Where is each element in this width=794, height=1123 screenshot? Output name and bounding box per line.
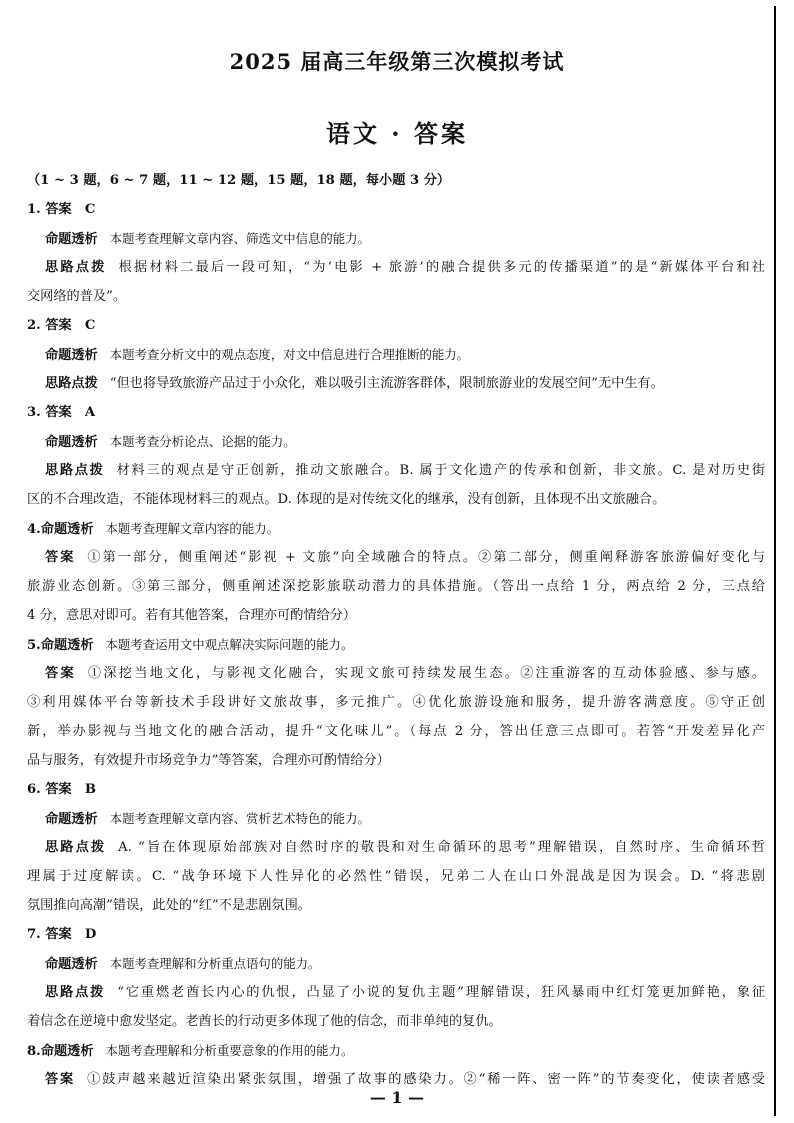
label: 命题透析 xyxy=(45,435,98,450)
text: 根据材料二最后一段可知，“为‘电影 + 旅游’的融合提供多元的传播渠道”的是“新媒体平台和社 xyxy=(118,260,765,275)
label: 答案 xyxy=(45,1072,76,1087)
text: 本题考查分析文中的观点态度，对文中信息进行合理推断的能力。 xyxy=(109,347,470,362)
q1-hint-line-2: 交网络的普及”。 xyxy=(27,289,127,304)
label: 命题透析 xyxy=(45,812,98,827)
q7-analysis xyxy=(27,949,765,978)
q7-hint-line-2: 着信念在逆境中愈发坚定。老酋长的行动更多体现了他的信念，而非单纯的复仇。 xyxy=(27,1014,502,1029)
label: 思路点拨 xyxy=(45,840,107,855)
exam-title: 2025 届高三年级第三次模拟考试 xyxy=(229,49,565,74)
label: 思路点拨 xyxy=(45,985,106,1000)
q6-hint-line-3: 氛围推向高潮”错误，此处的“红”不是悲剧氛围。 xyxy=(27,898,311,913)
text: 本题考查理解文章内容、赏析艺术特色的能力。 xyxy=(109,811,370,826)
q2-analysis xyxy=(27,340,765,369)
text: 本题考查理解文章内容、筛选文中信息的能力。 xyxy=(109,231,370,246)
label: 命题透析 xyxy=(40,1044,94,1059)
q4-answer-line-2: 旅游业态创新。③第三部分，侧重阐述深挖影旅联动潜力的具体措施。（答出一点给 1 分，两点给 2 分，三点给 xyxy=(27,579,765,594)
answer-subtitle: 语文 · 答案 xyxy=(325,119,469,148)
label: 命题透析 xyxy=(40,638,94,653)
text: 本题考查理解文章内容的能力。 xyxy=(105,521,279,536)
text: ①鼓声越来越近渲染出紧张氛围，增强了故事的感染力。②“稀一阵、密一阵”的节奏变化，使读者感受 xyxy=(87,1072,765,1087)
q6-answer-head: 6. 答案 B xyxy=(27,782,97,797)
text: 材料三的观点是守正创新，推动文旅融合。B. 属于文化遗产的传承和创新，非文旅。C. 是对历史街 xyxy=(116,463,765,478)
text: 本题考查分析论点、论据的能力。 xyxy=(109,434,296,449)
q1-analysis xyxy=(27,224,765,253)
label: 命题透析 xyxy=(40,522,94,537)
q5-answer-line-4: 品与服务，有效提升市场竞争力”等答案，合理亦可酌情给分） xyxy=(27,753,390,768)
page-number: — 1 — xyxy=(369,1088,425,1107)
q7-hint-line-1 xyxy=(27,978,765,1007)
q4-answer-line-1 xyxy=(27,543,765,572)
text: 本题考查理解和分析重点语句的能力。 xyxy=(109,956,321,971)
q3-hint-line-1 xyxy=(27,456,765,485)
q3-hint-line-2: 区的不合理改造，不能体现材料三的观点。D. 体现的是对传统文化的继承，没有创新，且体现不出文旅融合。 xyxy=(27,492,666,507)
page-border-line xyxy=(774,6,776,1116)
answer-body xyxy=(27,166,765,1094)
q5-head xyxy=(27,630,765,659)
text: ①深挖当地文化，与影视文化融合，实现文旅可持续发展生态。②注重游客的互动体验感、参与感。 xyxy=(87,666,765,681)
q3-answer-head: 3. 答案 A xyxy=(27,405,96,420)
q3-analysis xyxy=(27,427,765,456)
text: ①第一部分，侧重阐述“影视 + 文旅”向全域融合的特点。②第二部分，侧重阐释游客旅游偏好变化与 xyxy=(87,550,765,565)
text: 本题考查理解和分析重要意象的作用的能力。 xyxy=(105,1043,354,1058)
question-number: 4. xyxy=(27,522,41,537)
label: 答案 xyxy=(45,550,76,565)
q5-answer-line-3: 新，举办影视与当地文化的融合活动，提升“文化味儿”。（每点 2 分，答出任意三点即可。若答“开发差异化产 xyxy=(27,724,765,739)
q4-answer-line-3: 4 分，意思对即可。若有其他答案，合理亦可酌情给分） xyxy=(27,608,357,623)
q6-hint-line-2: 理属于过度解读。C. “战争环境下人性异化的必然性”错误，兄弟二人在山口外混战是因为误会。D. “将悲剧 xyxy=(27,869,765,884)
q6-analysis xyxy=(27,804,765,833)
question-number: 5. xyxy=(27,638,41,653)
text: “它重燃老酋长内心的仇恨，凸显了小说的复仇主题”理解错误，狂风暴雨中红灯笼更加鲜艳，象征 xyxy=(117,985,765,1000)
q1-hint-line-1 xyxy=(27,253,765,282)
label: 思路点拨 xyxy=(45,376,98,391)
text: A. “旨在体现原始部族对自然时序的敬畏和对生命循环的思考”理解错误，自然时序、生命循环哲 xyxy=(118,840,765,855)
label: 思路点拨 xyxy=(45,463,105,478)
q4-head xyxy=(27,514,765,543)
label: 思路点拨 xyxy=(45,260,107,275)
label: 命题透析 xyxy=(45,348,98,363)
q6-hint-line-1 xyxy=(27,833,765,862)
q7-answer-head: 7. 答案 D xyxy=(27,927,97,942)
text: “但也将导致旅游产品过于小众化，难以吸引主流游客群体，限制旅游业的发展空间”无中生有。 xyxy=(109,376,664,391)
q1-answer-head: 1. 答案 C xyxy=(27,202,96,217)
text: 本题考查运用文中观点解决实际问题的能力。 xyxy=(105,637,354,652)
q5-answer-line-1 xyxy=(27,659,765,688)
q2-hint-line-1 xyxy=(27,369,765,398)
q2-answer-head: 2. 答案 C xyxy=(27,318,96,333)
label: 命题透析 xyxy=(45,957,98,972)
scoring-note: （1 ~ 3 题，6 ~ 7 题，11 ~ 12 题，15 题，18 题，每小题 3 分） xyxy=(27,173,451,188)
label: 答案 xyxy=(45,666,76,681)
label: 命题透析 xyxy=(45,232,98,247)
q5-answer-line-2: ③利用媒体平台等新技术手段讲好文旅故事，多元推广。④优化旅游设施和服务，提升游客满意度。⑤守正创 xyxy=(27,695,765,710)
question-number: 8. xyxy=(27,1044,41,1059)
q8-head xyxy=(27,1036,765,1065)
